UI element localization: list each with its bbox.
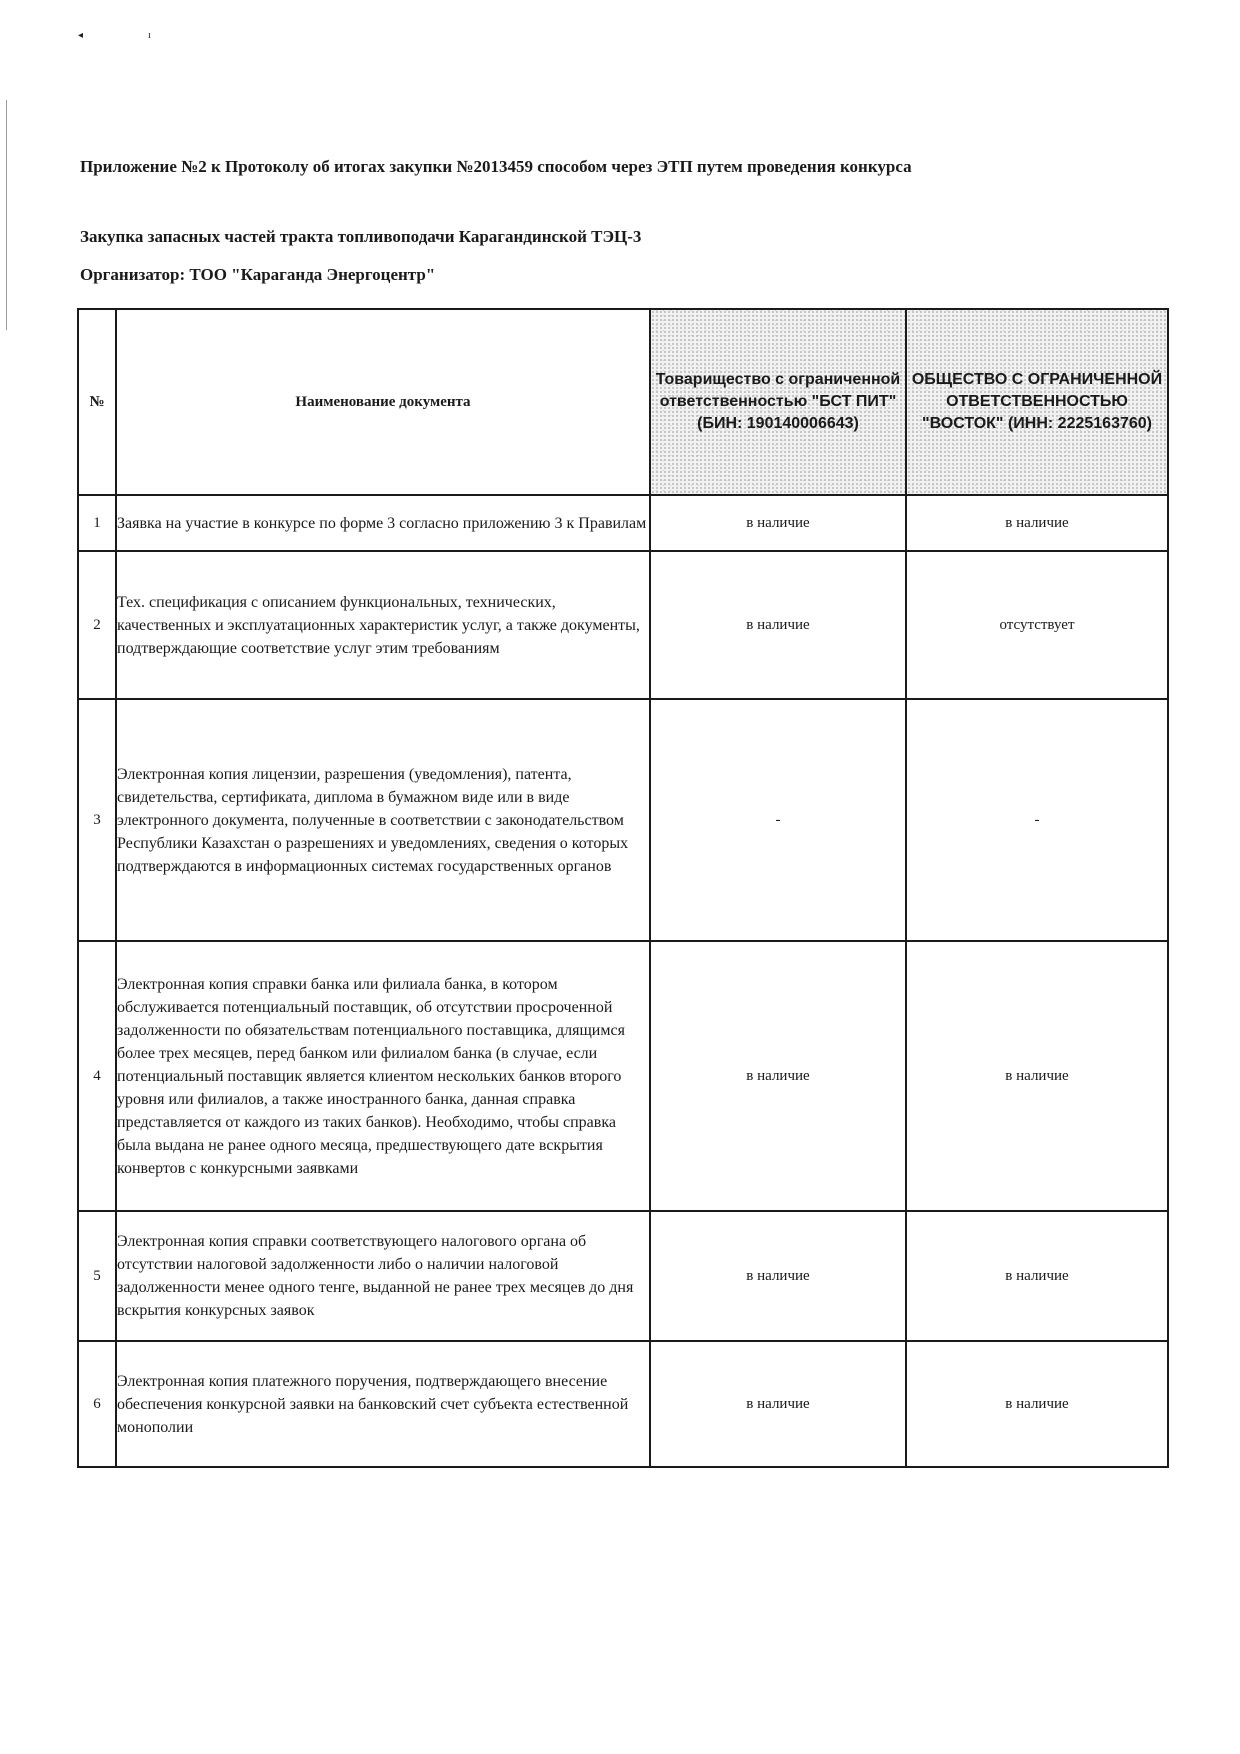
col-header-supplier-vostok: ОБЩЕСТВО С ОГРАНИЧЕННОЙ ОТВЕТСТВЕННОСТЬЮ "ВОСТОК" (ИНН: 2225163760) [906,309,1168,495]
table-row [78,551,1168,699]
margin-scan-line [6,100,7,330]
document-name: Электронная копия лицензии, разрешения (уведомления), патента, свидетельства, сертификата, диплома в бумажном виде или в виде электронного документа, полученные в соответствии с законодательством Республики Казахстан о разрешениях и уведомлениях, сведения о которых подтверждаются в информационных системах государственных органов [116,699,650,941]
document-name: Электронная копия справки банка или филиала банка, в котором обслуживается потенциальный поставщик, об отсутствии просроченной задолженности по обязательствам потенциального поставщика, длящимся более трех месяцев, перед банком или филиалом банка (в случае, если потенциальный поставщик является клиентом нескольких банков второго уровня или филиалов, а также иностранного банка, данная справка представляется от каждого из таких банков). Необходимо, чтобы справка была выдана не ранее одного месяца, предшествующего дате вскрытия конвертов с конкурсными заявками [116,941,650,1211]
supplier1-status: в наличие [650,1341,906,1467]
supplier1-status: в наличие [650,495,906,551]
supplier2-status: отсутствует [906,551,1168,699]
supplier2-status: - [906,699,1168,941]
document-name: Электронная копия справки соответствующего налогового органа об отсутствии налоговой задолженности либо о наличии налоговой задолженности менее одного тенге, выданной не ранее трех месяцев до дня вскрытия конкурсных заявок [116,1211,650,1341]
supplier1-status: в наличие [650,1211,906,1341]
table-row [78,699,1168,941]
supplier1-status: в наличие [650,941,906,1211]
row-number: 4 [78,941,116,1211]
scan-speck-mark: ◂ [78,30,84,41]
document-name: Электронная копия платежного поручения, подтверждающего внесение обеспечения конкурсной заявки на банковский счет субъекта естественной монополии [116,1341,650,1467]
document-name: Заявка на участие в конкурсе по форме 3 согласно приложению 3 к Правилам [116,495,650,551]
supplier2-status: в наличие [906,941,1168,1211]
col-header-supplier-bst-pit: Товарищество с ограниченной ответственностью "БСТ ПИТ" (БИН: 190140006643) [650,309,906,495]
table-row [78,1211,1168,1341]
row-number: 1 [78,495,116,551]
table-row [78,1341,1168,1467]
table-row [78,495,1168,551]
scan-speck-mark: ı [148,30,151,41]
row-number: 2 [78,551,116,699]
document-name: Тех. спецификация с описанием функциональных, технических, качественных и эксплуатационных характеристик услуг, а также документы, подтверждающие соответствие услуг этим требованиям [116,551,650,699]
row-number: 5 [78,1211,116,1341]
supplier2-status: в наличие [906,1341,1168,1467]
col-header-number: № [78,309,116,495]
table-header-row [78,309,1168,495]
supplier1-status: в наличие [650,551,906,699]
row-number: 3 [78,699,116,941]
row-number: 6 [78,1341,116,1467]
organizer-line: Организатор: ТОО "Караганда Энергоцентр" [80,265,436,284]
supplier1-status: - [650,699,906,941]
procurement-subject: Закупка запасных частей тракта топливоподачи Карагандинской ТЭЦ-3 [80,227,642,246]
documents-table [77,308,1169,1468]
table-row [78,941,1168,1211]
supplier2-status: в наличие [906,495,1168,551]
supplier2-status: в наличие [906,1211,1168,1341]
col-header-document-name: Наименование документа [116,309,650,495]
appendix-title: Приложение №2 к Протоколу об итогах закупки №2013459 способом через ЭТП путем проведения конкурса [80,157,912,176]
